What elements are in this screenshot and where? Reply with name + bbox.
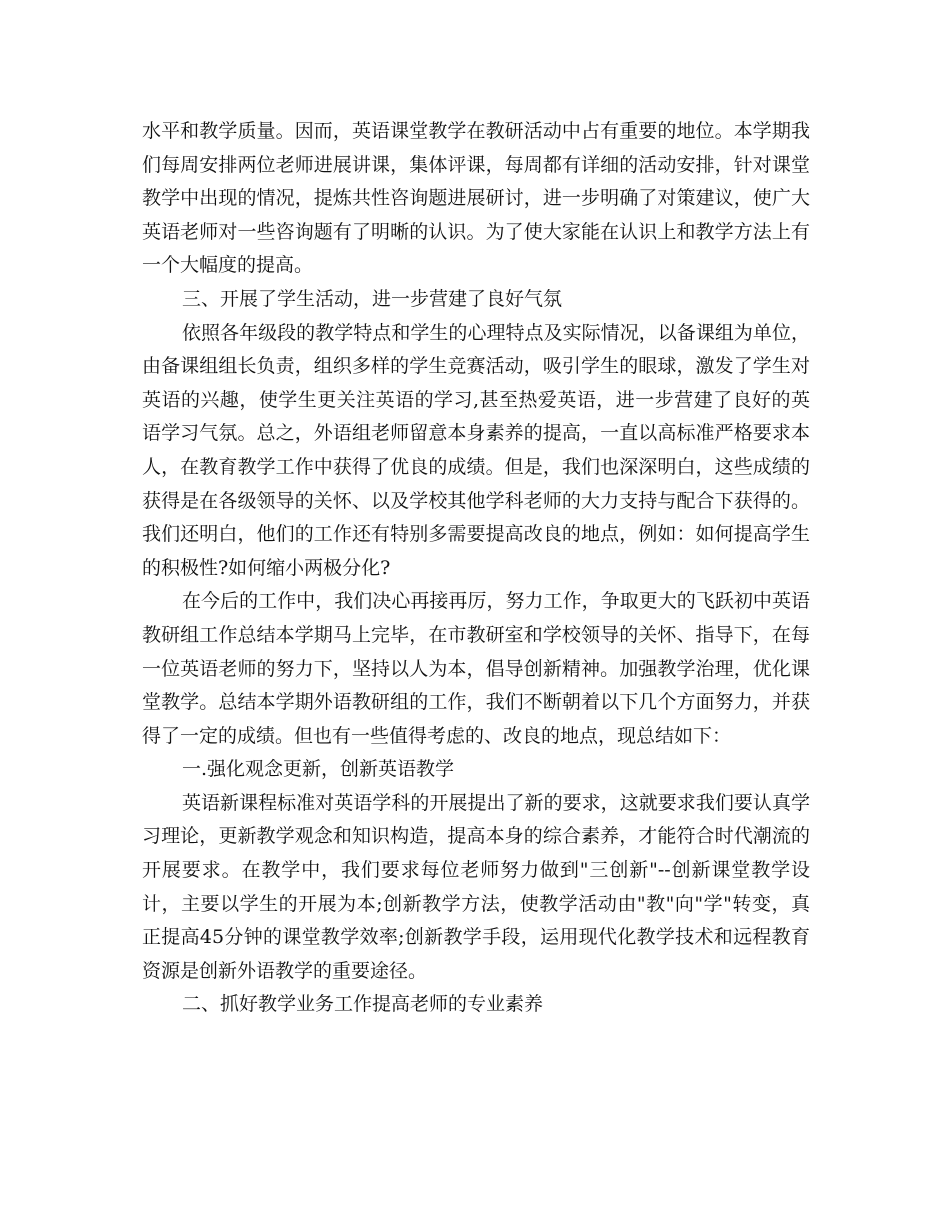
section-heading-two: 二、抓好教学业务工作提高老师的专业素养 xyxy=(182,993,544,1016)
paragraph-future-work: 在今后的工作中，我们决心再接再厉，努力工作，争取更大的飞跃初中英语教研组工作总结本学期马上完毕，在市教研室和学校领导的关怀、指导下，在每一位英语老师的努力下，坚持以人为本，倡导创新精神。加强教学治理，优化课堂教学。总结本学期外语教研组的工作，我们不断朝着以下几个方面努力，并获得了一定的成绩。但也有一些值得考虑的、改良的地点，现总结如下： xyxy=(142,590,810,747)
paragraph-student-activities: 依照各年级段的教学特点和学生的心理特点及实际情况，以备课组为单位，由备课组组长负责，组织多样的学生竞赛活动，吸引学生的眼球，激发了学生对英语的兴趣，使学生更关注英语的学习,甚至热爱英语，进一步营建了良好的英语学习气氛。总之，外语组老师留意本身素养的提高，一直以高标准严格要求本人，在教育教学工作中获得了优良的成绩。但是，我们也深深明白，这些成绩的获得是在各级领导的关怀、以及学校其他学科老师的大力支持与配合下获得的。我们还明白，他们的工作还有特别多需要提高改良的地点，例如：如何提高学生的积极性?如何缩小两极分化? xyxy=(142,321,810,579)
paragraph-curriculum-standards: 英语新课程标准对英语学科的开展提出了新的要求，这就要求我们要认真学习理论，更新教学观念和知识构造，提高本身的综合素养，才能符合时代潮流的开展要求。在教学中，我们要求每位老师努力做到"三创新"--创新课堂教学设计，主要以学生的开展为本;创新教学方法，使教学活动由"教"向"学"转变，真正提高45分钟的课堂教学效率;创新教学手段，运用现代化教学技术和远程教育资源是创新外语教学的重要途径。 xyxy=(142,791,810,982)
document-body xyxy=(142,115,810,1022)
section-heading-one: 一.强化观念更新，创新英语教学 xyxy=(182,758,455,781)
section-heading-three: 三、开展了学生活动，进一步营建了良好气氛 xyxy=(182,287,563,310)
paragraph-continuation: 水平和教学质量。因而，英语课堂教学在教研活动中占有重要的地位。本学期我们每周安排两位老师进展讲课，集体评课，每周都有详细的活动安排，针对课堂教学中出现的情况，提炼共性咨询题进展研讨，进一步明确了对策建议，使广大英语老师对一些咨询题有了明晰的认识。为了使大家能在认识上和教学方法上有一个大幅度的提高。 xyxy=(142,120,810,277)
